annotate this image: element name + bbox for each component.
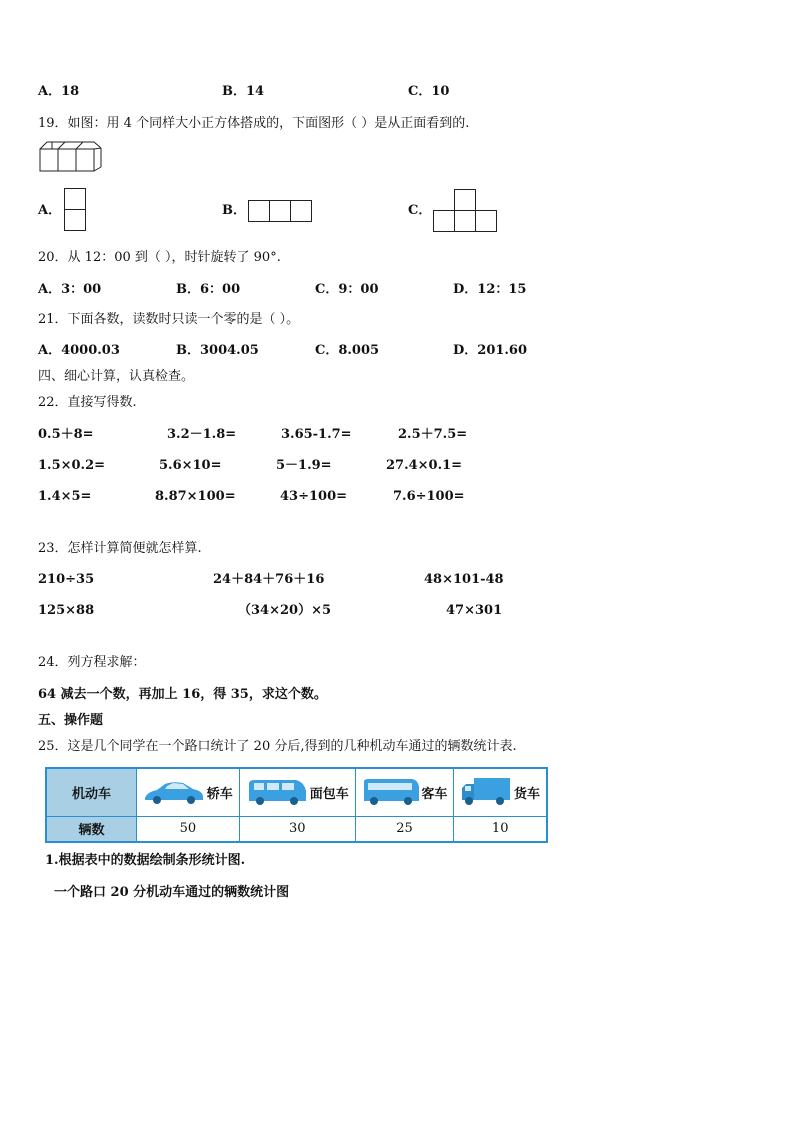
vehicle-name: 货车 [513,786,540,802]
vehicle-cell [355,768,454,816]
calc-item: 125×88 [38,603,95,618]
count-cell: 30 [239,816,355,842]
vehicle-cell [137,768,240,816]
calc-item: 43÷100= [280,489,348,504]
q25-subquestion: 1.根据表中的数据绘制条形统计图. [45,853,246,868]
q21-option-d: D．201.60 [453,343,528,358]
calc-item: 24＋84＋76＋16 [213,572,325,587]
q21-option-b: B．3004.05 [176,343,259,358]
square [433,210,455,232]
vehicle-name: 轿车 [206,786,233,802]
square [454,189,476,211]
calc-item: 5－1.9= [276,458,332,473]
q20-question: 20．从 12：00 到（ ），时针旋转了 90°. [38,250,281,265]
minivan-icon [246,777,308,807]
calc-item: 0.5＋8= [38,427,94,442]
q20-option-b: B．6：00 [176,282,241,297]
vehicle-cell [454,768,547,816]
square [248,200,270,222]
table-row [46,816,547,842]
q24-question: 24．列方程求解： [38,655,146,670]
square [454,210,476,232]
chart-title: 一个路口 20 分机动车通过的辆数统计图 [54,885,290,900]
square [290,200,312,222]
calc-item: 1.5×0.2= [38,458,106,473]
calc-item: 47×301 [446,603,503,618]
calc-item: 48×101-48 [424,572,504,587]
cube-stack-figure [38,139,102,175]
calc-item: 8.87×100= [155,489,236,504]
square [269,200,291,222]
count-cell: 25 [355,816,454,842]
q22-question: 22．直接写得数. [38,395,137,410]
sedan-car-icon [143,778,205,806]
q19-option-c: C． [408,203,432,218]
vehicle-name: 面包车 [309,786,349,802]
square [475,210,497,232]
square [64,188,86,210]
q19-option-a: A． [38,203,62,218]
count-cell: 10 [454,816,547,842]
q19-option-b: B． [222,203,246,218]
calc-item: 2.5＋7.5= [398,427,468,442]
calc-item: 3.65-1.7= [281,427,352,442]
calc-item: 1.4×5= [38,489,92,504]
calc-item: 210÷35 [38,572,95,587]
vehicle-name: 客车 [421,786,448,802]
table-header-count: 辆数 [46,816,137,842]
calc-item: （34×20）×5 [238,603,332,618]
vehicle-count-table [45,767,548,843]
truck-icon [460,776,512,808]
calc-item: 7.6÷100= [393,489,465,504]
q21-option-a: A．4000.03 [38,343,120,358]
square [64,209,86,231]
q20-option-a: A．3：00 [38,282,102,297]
q20-option-d: D．12：15 [453,282,527,297]
q18-option-b: B．14 [222,84,265,99]
table-header-vehicle: 机动车 [46,768,137,816]
q24-body: 64 减去一个数，再加上 16，得 35，求这个数。 [38,687,327,702]
calc-item: 5.6×10= [159,458,222,473]
calc-item: 3.2－1.8= [167,427,237,442]
section-heading: 五、操作题 [38,713,104,728]
q21-question: 21．下面各数，读数时只读一个零的是（ ）。 [38,312,300,327]
q21-option-c: C．8.005 [315,343,380,358]
q19-question: 19．如图：用 4 个同样大小正方体搭成的，下面图形（ ）是从正面看到的. [38,116,470,131]
q18-option-a: A．18 [38,84,80,99]
bus-icon [362,777,420,807]
vehicle-cell [239,768,355,816]
count-cell: 50 [137,816,240,842]
calc-item: 27.4×0.1= [386,458,463,473]
table-row [46,768,547,816]
q18-option-c: C．10 [408,84,450,99]
q23-question: 23．怎样计算简便就怎样算. [38,541,202,556]
q25-question: 25．这是几个同学在一个路口统计了 20 分后,得到的几种机动车通过的辆数统计表. [38,739,517,754]
section-heading: 四、细心计算，认真检查。 [38,369,195,384]
q20-option-c: C．9：00 [315,282,379,297]
